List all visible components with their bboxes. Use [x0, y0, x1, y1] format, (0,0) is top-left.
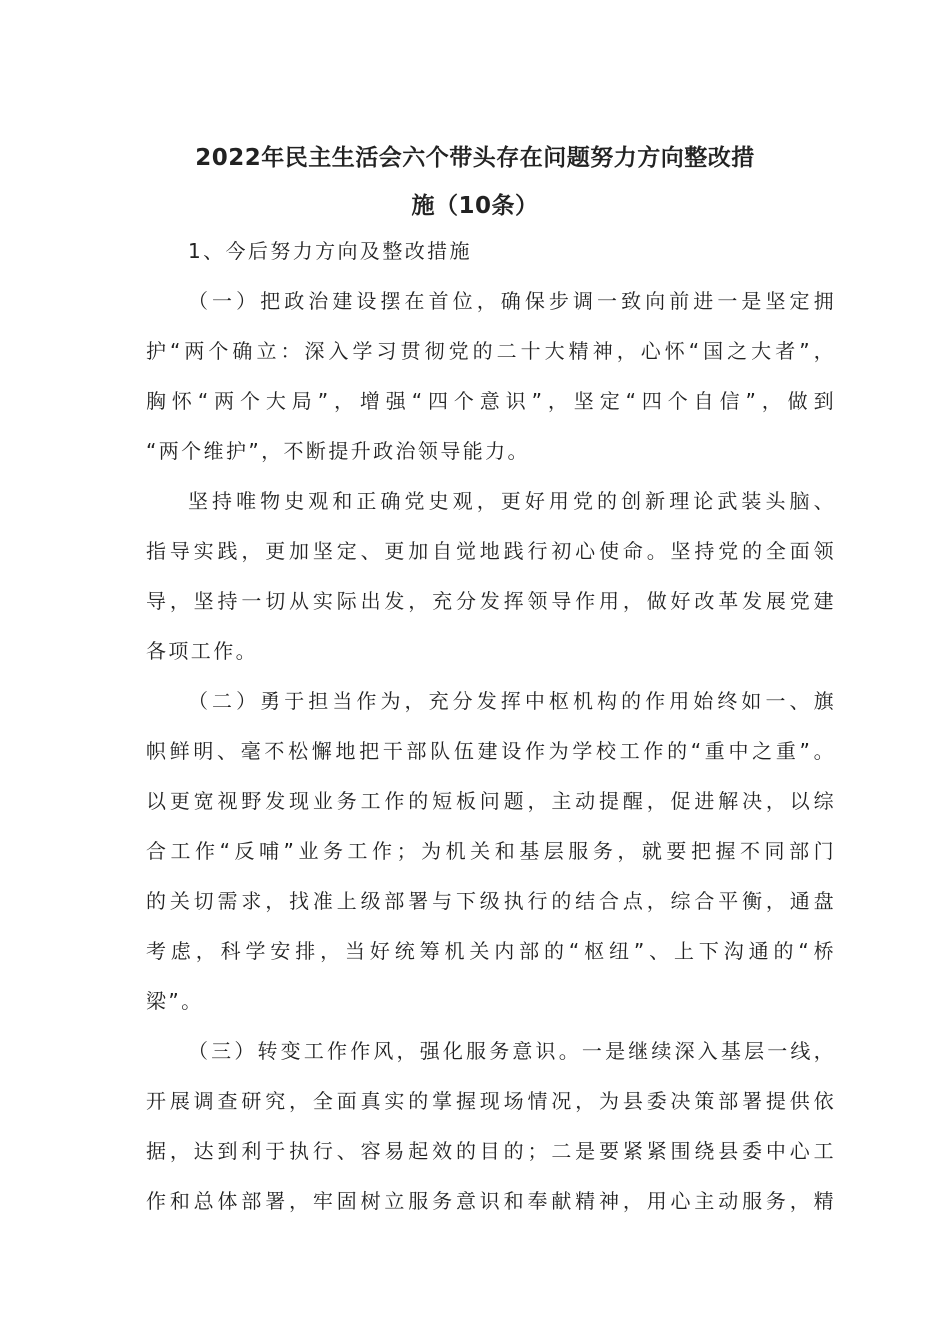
paragraph-line: 梁”。	[146, 989, 204, 1013]
paragraph-line: 胸怀“两个大局”，增强“四个意识”，坚定“四个自信”，做到	[146, 389, 836, 413]
document-title-line-1: 2022年民主生活会六个带头存在问题努力方向整改措	[195, 145, 755, 171]
paragraph-line: 坚持唯物史观和正确党史观，更好用党的创新理论武装头脑、	[188, 489, 836, 513]
paragraph-line: （三）转变工作作风，强化服务意识。一是继续深入基层一线，	[188, 1039, 836, 1063]
paragraph-line: 护“两个确立：深入学习贯彻党的二十大精神，心怀“国之大者”，	[146, 339, 836, 363]
paragraph-line: 以更宽视野发现业务工作的短板问题，主动提醒，促进解决，以综	[146, 789, 836, 813]
paragraph-line: 的关切需求，找准上级部署与下级执行的结合点，综合平衡，通盘	[146, 889, 836, 913]
paragraph-line: “两个维护”，不断提升政治领导能力。	[146, 439, 530, 463]
paragraph-line: （二）勇于担当作为，充分发挥中枢机构的作用始终如一、旗	[188, 689, 836, 713]
paragraph-line: （一）把政治建设摆在首位，确保步调一致向前进一是坚定拥	[188, 289, 836, 313]
paragraph-line: 合工作“反哺”业务工作；为机关和基层服务，就要把握不同部门	[146, 839, 836, 863]
paragraph-line: 作和总体部署，牢固树立服务意识和奉献精神，用心主动服务，精	[146, 1189, 836, 1213]
document-title-line-2: 施（10条）	[411, 193, 539, 219]
paragraph-line: 据，达到利于执行、容易起效的目的；二是要紧紧围绕县委中心工	[146, 1139, 836, 1163]
paragraph-line: 各项工作。	[146, 639, 258, 663]
paragraph-line: 考虑，科学安排，当好统筹机关内部的“枢纽”、上下沟通的“桥	[146, 939, 836, 963]
paragraph-line: 开展调查研究，全面真实的掌握现场情况，为县委决策部署提供依	[146, 1089, 836, 1113]
paragraph-line: 帜鲜明、毫不松懈地把干部队伍建设作为学校工作的“重中之重”。	[146, 739, 836, 763]
paragraph-line: 指导实践，更加坚定、更加自觉地践行初心使命。坚持党的全面领	[146, 539, 836, 563]
section-heading: 1、今后努力方向及整改措施	[188, 239, 472, 263]
paragraph-line: 导，坚持一切从实际出发，充分发挥领导作用，做好改革发展党建	[146, 589, 836, 613]
